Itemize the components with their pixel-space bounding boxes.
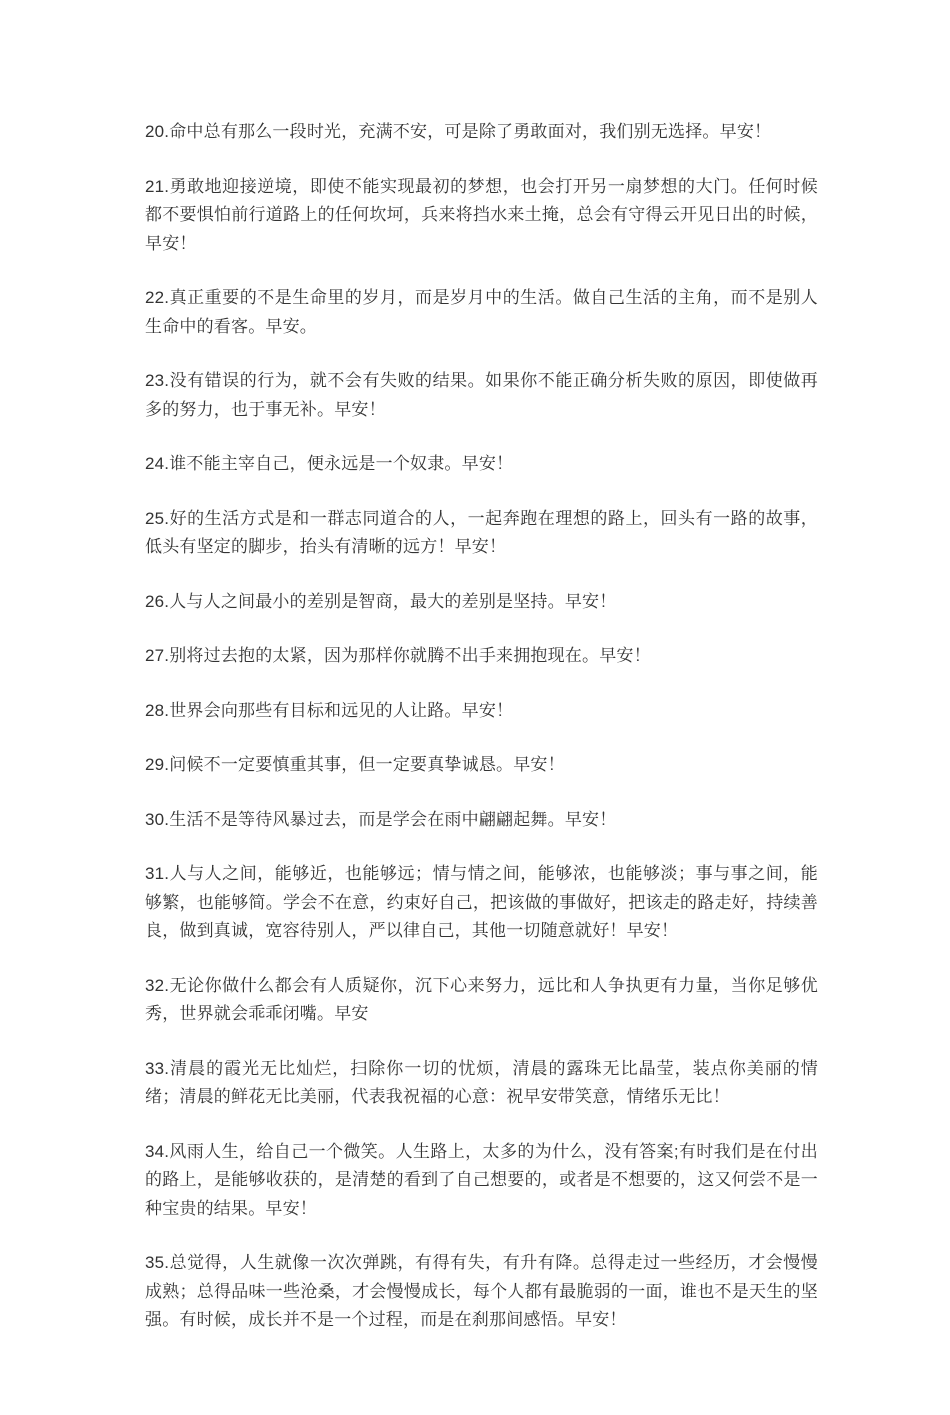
quote-paragraph-21: 21.勇敢地迎接逆境，即使不能实现最初的梦想，也会打开另一扇梦想的大门。任何时候都不要惧怕前行道路上的任何坎坷，兵来将挡水来土掩，总会有守得云开见日出的时候，早安！ — [145, 176, 818, 253]
quote-paragraph-23: 23.没有错误的行为，就不会有失败的结果。如果你不能正确分析失败的原因，即使做再多的努力，也于事无补。早安！ — [145, 371, 818, 419]
quote-list — [145, 118, 818, 1335]
quote-paragraph-25: 25.好的生活方式是和一群志同道合的人，一起奔跑在理想的路上，回头有一路的故事，低头有坚定的脚步，抬头有清晰的远方！早安！ — [145, 508, 818, 556]
quote-paragraph-24: 24.谁不能主宰自己，便永远是一个奴隶。早安！ — [145, 454, 514, 473]
quote-paragraph-32: 32.无论你做什么都会有人质疑你，沉下心来努力，远比和人争执更有力量，当你足够优秀，世界就会乖乖闭嘴。早安 — [145, 975, 818, 1023]
quote-paragraph-31: 31.人与人之间，能够近，也能够远；情与情之间，能够浓，也能够淡；事与事之间，能够繁，也能够简。学会不在意，约束好自己，把该做的事做好，把该走的路走好，持续善良，做到真诚，宽容待别人，严以律自己，其他一切随意就好！早安！ — [145, 864, 818, 940]
quote-paragraph-28: 28.世界会向那些有目标和远见的人让路。早安！ — [145, 700, 514, 720]
quote-paragraph-20: 20.命中总有那么一段时光，充满不安，可是除了勇敢面对，我们别无选择。早安！ — [145, 122, 772, 141]
quote-paragraph-30: 30.生活不是等待风暴过去，而是学会在雨中翩翩起舞。早安！ — [145, 809, 617, 829]
quote-paragraph-29: 29.问候不一定要慎重其事，但一定要真挚诚恳。早安！ — [145, 755, 565, 774]
quote-paragraph-27: 27.别将过去抱的太紧，因为那样你就腾不出手来拥抱现在。早安！ — [145, 646, 651, 665]
quote-paragraph-35: 35.总觉得，人生就像一次次弹跳，有得有失，有升有降。总得走过一些经历，才会慢慢成熟；总得品味一些沧桑，才会慢慢成长，每个人都有最脆弱的一面，谁也不是天生的坚强。有时候，成长并不是一个过程，而是在刹那间感悟。早安！ — [145, 1253, 818, 1329]
quote-paragraph-22: 22.真正重要的不是生命里的岁月，而是岁月中的生活。做自己生活的主角，而不是别人生命中的看客。早安。 — [145, 288, 818, 336]
quote-paragraph-33: 33.清晨的霞光无比灿烂，扫除你一切的忧烦，清晨的露珠无比晶莹，装点你美丽的情绪；清晨的鲜花无比美丽，代表我祝福的心意：祝早安带笑意，情绪乐无比！ — [145, 1058, 818, 1106]
quote-paragraph-34: 34.风雨人生，给自己一个微笑。人生路上，太多的为什么，没有答案;有时我们是在付出的路上，是能够收获的，是清楚的看到了自己想要的，或者是不想要的，这又何尝不是一种宝贵的结果。早安！ — [145, 1141, 818, 1218]
quote-paragraph-26: 26.人与人之间最小的差别是智商，最大的差别是坚持。早安！ — [145, 591, 617, 611]
